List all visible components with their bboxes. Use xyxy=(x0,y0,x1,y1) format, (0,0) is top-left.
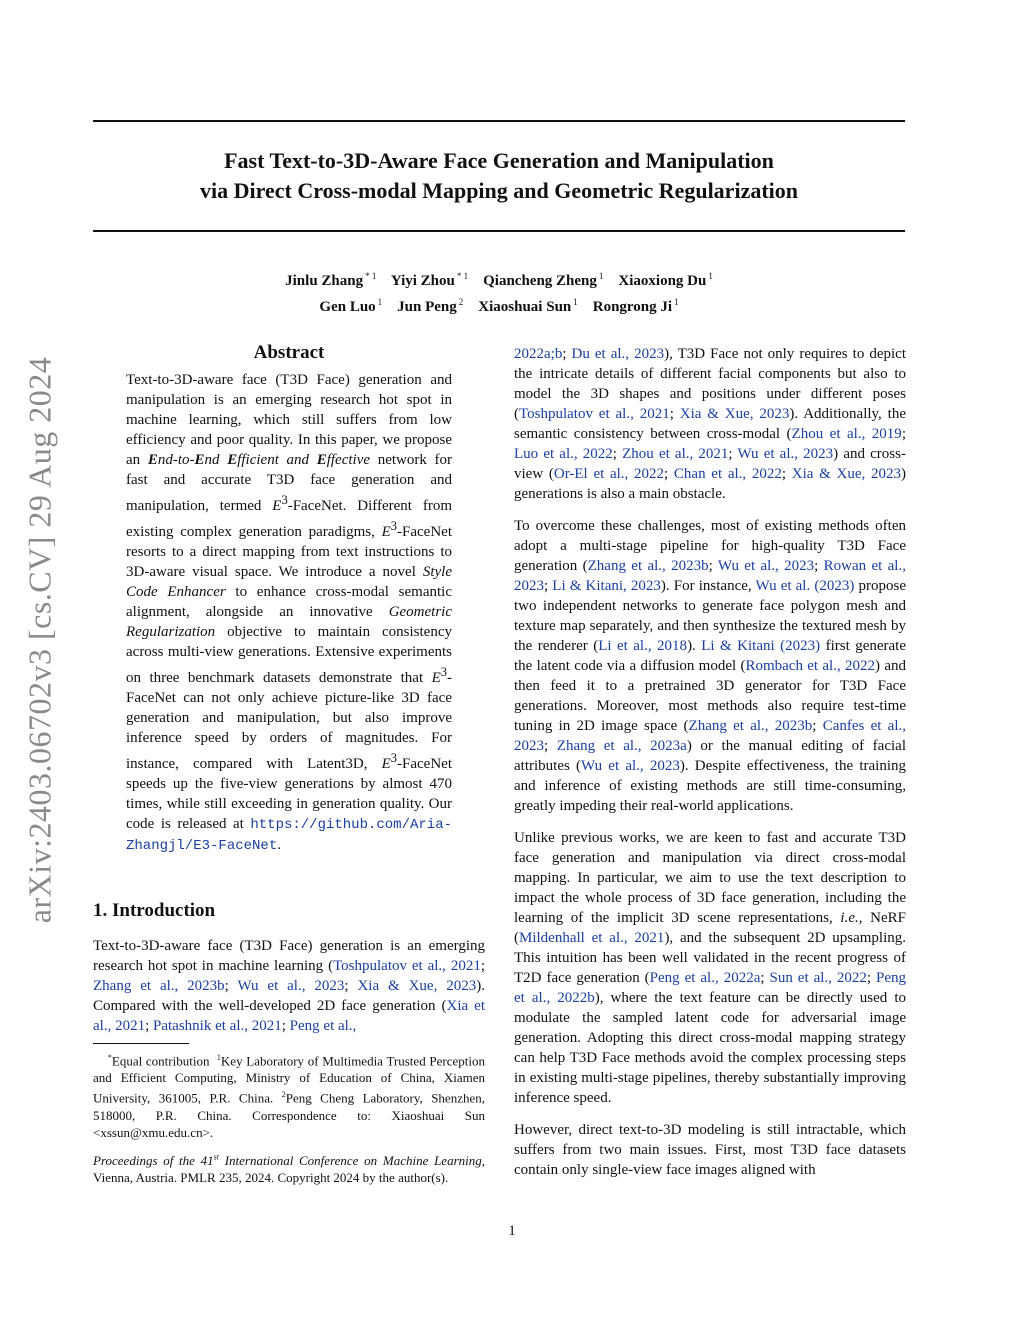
abstract-heading: Abstract xyxy=(253,342,325,363)
author-affiliation: * 1 xyxy=(456,271,469,281)
right-paragraph-3 xyxy=(514,828,906,1108)
footnote-mark: * xyxy=(107,1053,112,1062)
citation-link[interactable]: Xia & Xue, 2023 xyxy=(357,978,477,994)
body-text: To overcome these challenges, most of existing methods often adopt a multi-stage pipeline for high-quality T3D Face generation ( xyxy=(514,518,906,574)
citation-link[interactable]: Or-El et al., 2022 xyxy=(553,466,665,482)
body-text: ; xyxy=(708,558,718,574)
body-text: ), T3D Face not only requires to depict the intricate details of different facial components but also to model the 3D shapes and positions under different poses ( xyxy=(514,346,907,422)
body-text: ). Despite effectiveness, the training and inference of existing methods are still time-consuming, greatly impeding their real-world applications. xyxy=(514,758,906,814)
model-symbol-sup: 3 xyxy=(440,665,447,679)
body-text: ; xyxy=(814,558,824,574)
author-name: Gen Luo xyxy=(319,299,376,315)
model-symbol: E xyxy=(381,524,391,540)
body-emph: i.e. xyxy=(840,910,859,926)
abstract-emph: nd xyxy=(204,452,228,468)
author-row-2 xyxy=(93,292,905,318)
author-name: Qiancheng Zheng xyxy=(483,273,597,289)
footnote-mark: st xyxy=(213,1153,219,1162)
body-text: ) and cross-view ( xyxy=(514,446,906,482)
body-text: ; xyxy=(901,426,906,442)
citation-link[interactable]: Rowan et al., 2023 xyxy=(514,558,906,594)
citation-link[interactable]: Peng et al., xyxy=(289,1018,357,1034)
abstract-segment: -FaceNet can not only achieve picture-like 3D face generation and manipulation, but also improve inference speed by orders of magnitudes. For instance, compared with Latent3D, xyxy=(126,670,452,772)
right-paragraph-4 xyxy=(514,1120,906,1180)
code-link[interactable]: https://github.com/Aria-Zhangjl/E3-FaceNet xyxy=(126,817,452,854)
citation-link[interactable]: Wu et al., 2023 xyxy=(237,978,345,994)
right-column xyxy=(514,344,906,1192)
citation-link[interactable]: Xia & Xue, 2023 xyxy=(791,466,901,482)
author-affiliation: 1 xyxy=(573,297,578,307)
intro-paragraph: Text-to-3D-aware face (T3D Face) generation is an emerging research hot spot in machine learning (Toshpulatov et al., 2021; Zhang et al., 2023b; Wu et al., 2023; Xia & Xue, 2023). Compared with the well-developed 2D face generation (Xia et al., 2021; Patashnik et al., 2021; Peng et al., xyxy=(93,938,485,1034)
title-top-rule xyxy=(93,120,905,122)
body-text: However, direct text-to-3D modeling is still intractable, which suffers from two main issues. First, most T3D face datasets contain only single-view face images aligned with xyxy=(514,1122,906,1178)
body-text: ) and then feed it to a pretrained 3D generator for T3D Face generations. Moreover, most methods also require test-time tuning in 2D image space ( xyxy=(514,658,906,734)
citation-link[interactable]: Luo et al., 2022 xyxy=(514,446,613,462)
model-symbol-sup: 3 xyxy=(281,493,288,507)
author-affiliation: 2 xyxy=(458,297,464,307)
citation-link[interactable]: Canfes et al., 2023 xyxy=(514,718,906,754)
citation-link[interactable]: 2022a;b xyxy=(514,346,563,362)
abstract-emph: fficient and xyxy=(237,452,317,468)
author-name: Xiaoxiong Du xyxy=(618,273,707,289)
body-text: , NeRF ( xyxy=(514,910,906,946)
citation-link[interactable]: Sun et al., 2022 xyxy=(769,970,867,986)
body-text: ), and the subsequent 2D upsampling. This intuition has been well validated in the recent progress of T2D face generation ( xyxy=(514,930,906,986)
citation-link[interactable]: Zhou et al., 2021 xyxy=(622,446,729,462)
body-text: ; xyxy=(781,466,792,482)
citation-link[interactable]: Li et al., 2018 xyxy=(598,638,688,654)
citation-link[interactable]: Zhou et al., 2019 xyxy=(791,426,902,442)
model-symbol-sup: 3 xyxy=(390,751,398,765)
author-affiliation: 1 xyxy=(598,271,604,281)
footnote-text: Key Laboratory of Multimedia Trusted Perception and Efficient Computing, Ministry of Education of China, Xiamen University, 361005, P.R. China. xyxy=(93,1053,486,1106)
citation-link[interactable]: Xia & Xue, 2023 xyxy=(679,406,790,422)
author-name: Xiaoshuai Sun xyxy=(478,299,572,315)
abstract-emph: Style Code Enhancer xyxy=(126,564,452,600)
footnote-rule xyxy=(93,1043,189,1044)
citation-link[interactable]: Zhang et al., 2023b xyxy=(587,558,709,574)
model-symbol-sup: 3 xyxy=(390,519,398,533)
citation-link[interactable]: Zhang et al., 2023a xyxy=(556,738,687,754)
body-text: propose two independent networks to generate face polygon mesh and texture map separately, and then synthesize the textured mesh by the renderer ( xyxy=(514,578,906,654)
author-name: Jun Peng xyxy=(397,299,457,315)
footnote-text: Equal contribution xyxy=(111,1053,210,1069)
title-line-2: via Direct Cross-modal Mapping and Geometric Regularization xyxy=(199,178,799,203)
abstract-segment: objective to maintain consistency across multi-view generations. Extensive experiments on three benchmark datasets demonstrate that xyxy=(126,624,452,686)
model-symbol: E xyxy=(431,670,441,686)
page-number: 1 xyxy=(508,1223,516,1239)
body-text: ; xyxy=(612,446,623,462)
abstract-emph: nd-to- xyxy=(157,452,195,468)
body-text: ). For instance, xyxy=(660,578,756,594)
body-text: ; xyxy=(669,406,680,422)
abstract-segment: . xyxy=(277,837,281,853)
footnote-text: Peng Cheng Laboratory, Shenzhen, 518000, P.R. China. Correspondence to: Xiaoshuai Sun <xssun@xmu.edu.cn>. xyxy=(93,1090,485,1140)
body-text: ; xyxy=(866,970,877,986)
body-text: first generate the latent code via a diffusion model ( xyxy=(514,638,906,674)
citation-link[interactable]: Zhang et al., 2023b xyxy=(93,978,225,994)
citation-link[interactable]: Mildenhall et al., 2021 xyxy=(519,930,665,946)
citation-link[interactable]: Rombach et al., 2022 xyxy=(745,658,876,674)
footnote-mark: 2 xyxy=(281,1090,286,1100)
citation-link[interactable]: Patashnik et al., 2021 xyxy=(153,1018,282,1034)
abstract-emph: E xyxy=(194,452,205,468)
abstract-segment: -FaceNet resorts to a direct mapping from text instructions to 3D-aware visual space. We introduce a novel xyxy=(126,524,452,580)
citation-link[interactable]: Wu et al., 2023 xyxy=(737,446,834,462)
right-paragraph-2 xyxy=(514,516,906,816)
citation-link[interactable]: Li & Kitani, 2023 xyxy=(552,578,661,594)
citation-link[interactable]: Wu et al. (2023) xyxy=(755,578,855,594)
abstract-segment: Text-to-3D-aware face (T3D Face) generation and manipulation is an emerging research hot spot in machine learning, which still suffers from low efficiency and poor quality. In this paper, we propose an xyxy=(126,372,452,468)
author-name: Yiyi Zhou xyxy=(390,273,455,289)
abstract-emph: E xyxy=(147,452,158,468)
title-line-1: Fast Text-to-3D-Aware Face Generation and Manipulation xyxy=(224,148,774,173)
body-text: ). Additionally, the semantic consistency between cross-modal ( xyxy=(514,406,906,442)
citation-link[interactable]: Du et al., 2023 xyxy=(571,346,665,362)
author-affiliation: 1 xyxy=(377,297,383,307)
model-symbol: E xyxy=(381,756,391,772)
footnote-proceedings xyxy=(93,1149,485,1186)
body-text: ; xyxy=(728,446,738,462)
right-paragraph-1 xyxy=(514,344,906,504)
body-text: ) generations is also a main obstacle. xyxy=(514,466,906,502)
body-text: ; xyxy=(544,578,553,594)
author-name: Jinlu Zhang xyxy=(285,273,364,289)
citation-link[interactable]: Toshpulatov et al., 2021 xyxy=(519,406,670,422)
author-affiliation: * 1 xyxy=(365,271,377,281)
abstract-segment: -FaceNet speeds up the five-view generations by almost 470 times, while still exceeding in generation quality. Our code is released at xyxy=(126,756,452,832)
intro-segment: ). Compared with the well-developed 2D face generation ( xyxy=(93,978,485,1014)
citation-link[interactable]: Toshpulatov et al., 2021 xyxy=(333,958,481,974)
section-heading-introduction: 1. Introduction xyxy=(93,900,216,921)
body-text: ; xyxy=(812,718,823,734)
footnote-text: International Conference on Machine Learning xyxy=(218,1153,482,1169)
footnote-mark: 1 xyxy=(216,1053,221,1062)
footnote-text: 41 xyxy=(200,1153,214,1169)
author-affiliation: 1 xyxy=(674,297,679,307)
body-text: Unlike previous works, we are keen to fast and accurate T3D face generation and manipulation via direct cross-modal mapping. In particular, we aim to use the text description to impact the whole process of 3D face generation, including the learning of the implicit 3D scene representations, xyxy=(514,830,906,926)
abstract-segment: to enhance cross-modal semantic alignment, alongside an innovative xyxy=(126,584,452,620)
abstract-segment: -FaceNet. Different from existing complex generation paradigms, xyxy=(126,498,452,540)
citation-link[interactable]: Peng et al., 2022b xyxy=(514,970,907,1006)
footnote-text: , Vienna, Austria. PMLR 235, 2024. Copyright 2024 by the author(s). xyxy=(93,1153,485,1186)
citation-link[interactable]: Wu et al., 2023 xyxy=(581,758,680,774)
author-row-1 xyxy=(93,266,905,292)
footnote-affiliations xyxy=(93,1049,485,1141)
author-name: Rongrong Ji xyxy=(592,299,673,315)
body-text: ; xyxy=(664,466,674,482)
citation-link[interactable]: Wu et al., 2023 xyxy=(717,558,815,574)
abstract-segment: network for fast and accurate T3D face generation and manipulation, termed xyxy=(126,452,452,514)
citation-link[interactable]: Chan et al., 2022 xyxy=(673,466,782,482)
body-text: ) or the manual editing of facial attributes ( xyxy=(514,738,906,774)
arxiv-identifier: arXiv:2403.06702v3 [cs.CV] 29 Aug 2024 xyxy=(21,356,58,924)
model-symbol: E xyxy=(272,498,282,514)
citation-link[interactable]: Li & Kitani (2023) xyxy=(701,638,821,654)
abstract-emph: E xyxy=(227,452,238,468)
title-bottom-rule xyxy=(93,230,905,232)
abstract-emph: ffective xyxy=(326,452,371,468)
citation-link[interactable]: Xia et al., 2021 xyxy=(93,998,485,1034)
abstract-text xyxy=(126,370,452,856)
abstract-emph: E xyxy=(316,452,327,468)
paper-title xyxy=(93,146,905,206)
citation-link[interactable]: Zhang et al., 2023b xyxy=(688,718,813,734)
body-text: ; xyxy=(544,738,557,754)
author-affiliation: 1 xyxy=(708,271,713,281)
body-text: ). xyxy=(687,638,702,654)
body-text: ; xyxy=(562,346,572,362)
abstract-emph: Geometric Regularization xyxy=(126,604,452,640)
body-text: ), where the text feature can be directly used to modulate the sampled latent code for adversarial image generation. Adopting this direct cross-modal mapping strategy can help T3D Face methods avoid the complex processing steps in existing multi-stage pipelines, thereby substantially improving inference speed. xyxy=(514,990,906,1106)
citation-link[interactable]: Peng et al., 2022a xyxy=(649,970,761,986)
footnote-text: Proceedings of the xyxy=(93,1153,201,1169)
author-list xyxy=(93,266,905,318)
body-text: ; xyxy=(760,970,770,986)
intro-segment: Text-to-3D-aware face (T3D Face) generation is an emerging research hot spot in machine learning ( xyxy=(93,938,485,974)
